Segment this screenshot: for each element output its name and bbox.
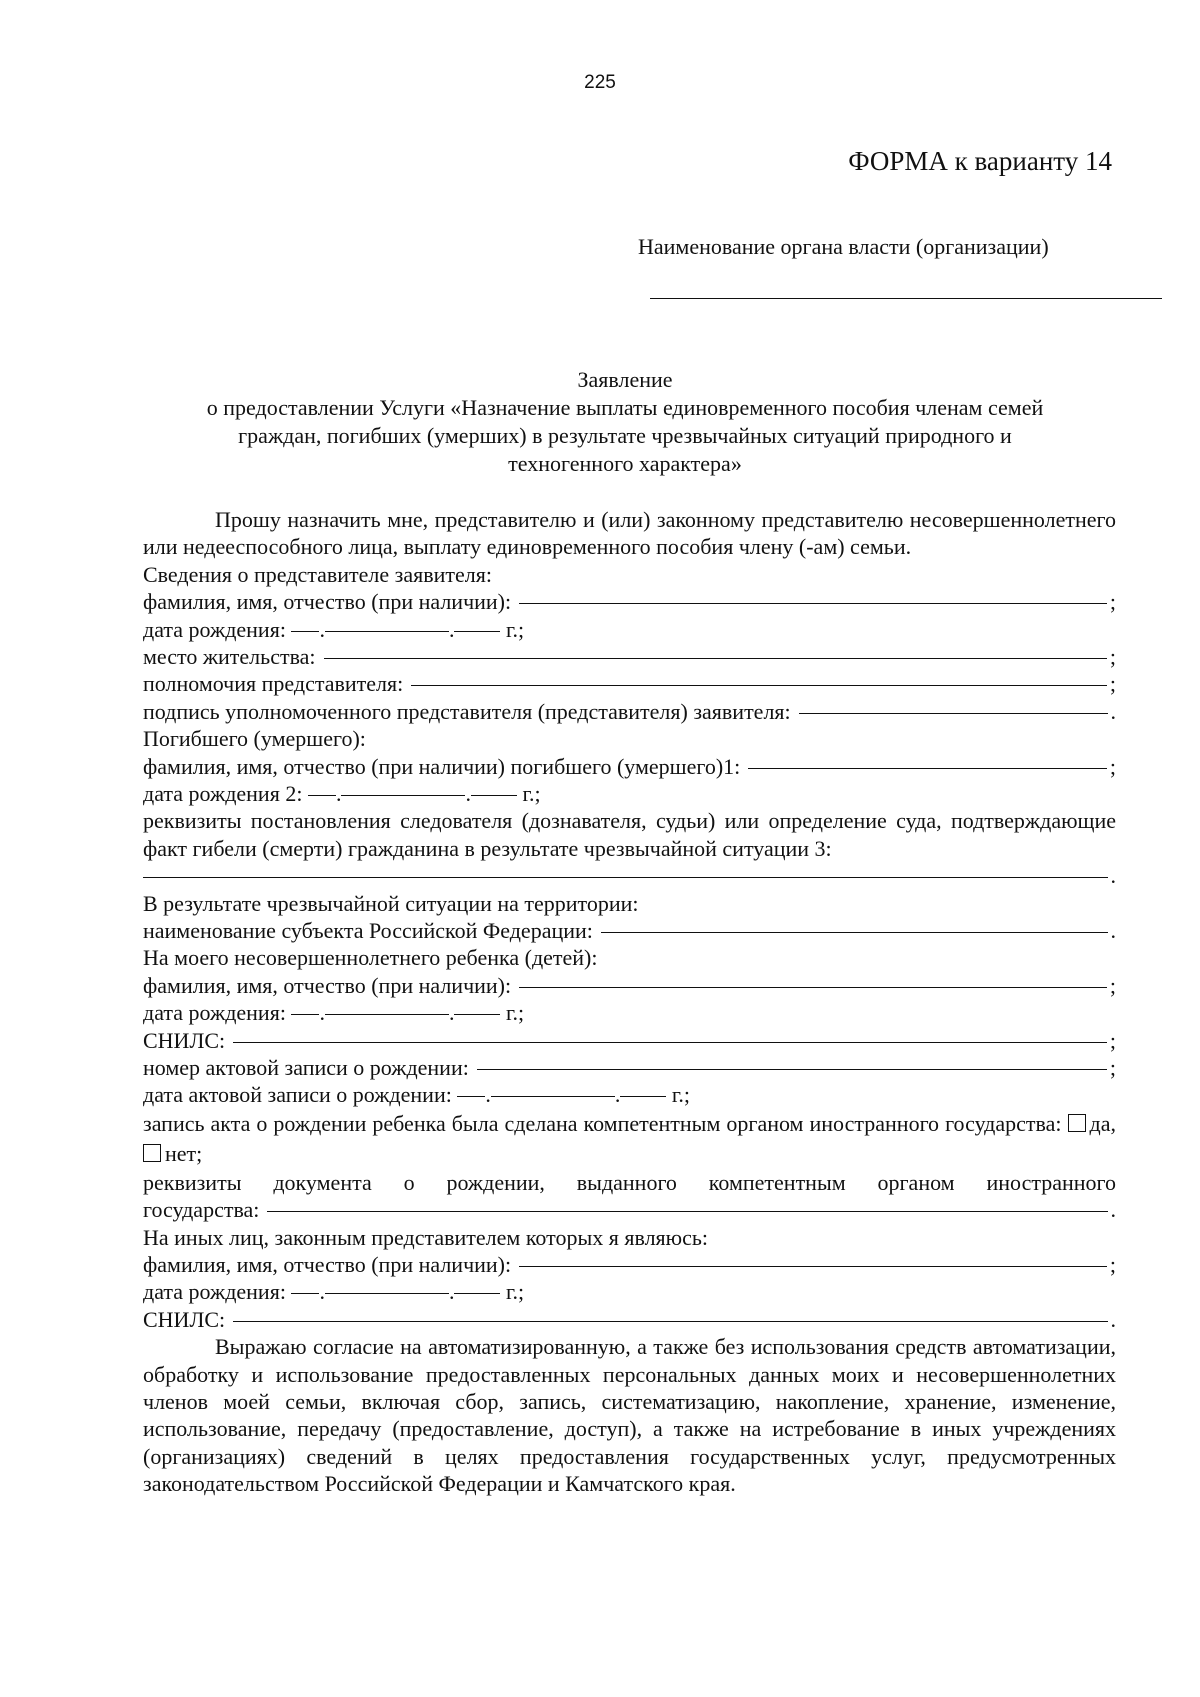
birth-day-field[interactable] xyxy=(291,1293,319,1294)
child-act-date-label: дата актовой записи о рождении: xyxy=(143,1082,452,1108)
representative-signature-field[interactable] xyxy=(799,713,1108,714)
child-fio-row xyxy=(143,972,1116,999)
deceased-fio-field[interactable] xyxy=(748,768,1107,769)
birth-month-field[interactable] xyxy=(325,1293,449,1294)
page-number: 225 xyxy=(584,72,616,93)
document-title xyxy=(150,366,1100,478)
year-suffix: г.; xyxy=(522,780,541,806)
act-month-field[interactable] xyxy=(491,1096,615,1097)
territory-heading: В результате чрезвычайной ситуации на территории: xyxy=(143,890,639,916)
child-act-number-field[interactable] xyxy=(477,1069,1107,1070)
representative-powers-field[interactable] xyxy=(411,685,1107,686)
others-fio-row xyxy=(143,1251,1116,1278)
child-act-number-row xyxy=(143,1054,1116,1081)
consent-paragraph: Выражаю согласие на автоматизированную, а также без использования средств автоматизации, обработку и использование предоставленных персональных данных моих и несовершеннолетних членов моей семьи, включая сбор, запись, систематизацию, накопление, хранение, изменение, использование, передачу (предоставление, доступ), а также на истребование в иных учреждениях (организациях) сведений в целях предоставления государственных услуг, предусмотренных законодательством Российской Федерации и Камчатского края. xyxy=(143,1334,1116,1497)
representative-powers-label: полномочия представителя: xyxy=(143,671,404,697)
punct-period: . xyxy=(1110,1197,1116,1223)
representative-signature-row xyxy=(143,698,1116,725)
deceased-birth-label: дата рождения 2: xyxy=(143,780,303,806)
others-snils-field[interactable] xyxy=(233,1321,1107,1322)
deceased-fio-label: фамилия, имя, отчество (при наличии) погибшего (умершего)1: xyxy=(143,753,741,779)
representative-powers-row xyxy=(143,670,1116,697)
year-suffix: г.; xyxy=(505,616,525,642)
year-suffix: г.; xyxy=(505,1000,525,1026)
punct-dot: . xyxy=(319,616,325,642)
others-heading: На иных лиц, законным представителем которых я являюсь: xyxy=(143,1224,709,1250)
intro-paragraph: Прошу назначить мне, представителю и (или) законному представителю несовершеннолетнего или недееспособного лица, выплату единовременного пособия члену (-ам) семьи. xyxy=(143,507,1116,560)
deceased-requisites-label: реквизиты постановления следователя (дознавателя, судьи) или определение суда, подтверждающие факт гибели (смерти) гражданина в результате чрезвычайной ситуации 3: xyxy=(143,808,1116,861)
territory-subject-row xyxy=(143,917,1116,944)
birth-year-field[interactable] xyxy=(454,631,500,632)
birth-year-field[interactable] xyxy=(454,1014,500,1015)
punct-semicolon: ; xyxy=(1109,644,1116,669)
punct-semicolon: ; xyxy=(1109,671,1116,697)
birth-day-field[interactable] xyxy=(291,631,319,632)
representative-fio-row xyxy=(143,588,1116,615)
organ-name-field[interactable] xyxy=(650,298,1162,299)
punct-dot: . xyxy=(335,780,342,806)
punct-dot: . xyxy=(319,1279,325,1305)
yes-checkbox[interactable] xyxy=(1068,1114,1086,1132)
deceased-heading: Погибшего (умершего): xyxy=(143,726,366,752)
punct-dot: . xyxy=(448,1000,455,1026)
representative-heading: Сведения о представителе заявителя: xyxy=(143,561,492,587)
punct-dot: . xyxy=(485,1082,491,1108)
form-label: ФОРМА к варианту 14 xyxy=(848,146,1112,176)
deceased-birth-row xyxy=(143,780,1116,807)
deceased-requisites-row xyxy=(143,862,1116,889)
representative-residence-field[interactable] xyxy=(324,658,1107,659)
deceased-fio-row xyxy=(143,753,1116,780)
punct-semicolon: ; xyxy=(1109,1027,1116,1053)
child-snils-row xyxy=(143,1027,1116,1054)
child-fio-label: фамилия, имя, отчество (при наличии): xyxy=(143,972,512,998)
punct-dot: . xyxy=(319,1000,325,1026)
birth-year-field[interactable] xyxy=(454,1293,500,1294)
representative-residence-row xyxy=(143,643,1116,670)
punct-semicolon: ; xyxy=(1109,1054,1116,1080)
punct-dot: . xyxy=(448,1279,455,1305)
punct-dot: . xyxy=(448,616,455,642)
child-foreign-doc-field[interactable] xyxy=(267,1211,1107,1212)
punct-semicolon: ; xyxy=(1109,753,1116,779)
representative-birth-label: дата рождения: xyxy=(143,616,286,642)
representative-fio-field[interactable] xyxy=(519,603,1107,604)
others-birth-row xyxy=(143,1278,1116,1305)
territory-subject-label: наименование субъекта Российской Федерации: xyxy=(143,917,593,943)
no-checkbox[interactable] xyxy=(143,1144,161,1162)
birth-year-field[interactable] xyxy=(471,795,517,796)
representative-residence-label: место жительства: xyxy=(143,644,316,669)
birth-day-field[interactable] xyxy=(291,1014,319,1015)
child-fio-field[interactable] xyxy=(519,987,1107,988)
punct-dot: . xyxy=(614,1082,621,1108)
no-label: нет; xyxy=(165,1140,203,1166)
representative-birth-row xyxy=(143,616,1116,643)
title-line-2: о предоставлении Услуги «Назначение выплаты единовременного пособия членам семей xyxy=(206,395,1044,420)
year-suffix: г.; xyxy=(671,1082,690,1108)
child-foreign-doc-label-2: государства: xyxy=(143,1197,260,1223)
child-foreign-record-label: запись акта о рождении ребенка была сделана компетентным органом иностранного государства: xyxy=(143,1110,1062,1136)
child-foreign-doc-label: реквизиты документа о рождении, выданного компетентным органом иностранного xyxy=(143,1169,1116,1195)
others-snils-label: СНИЛС: xyxy=(143,1306,226,1332)
birth-month-field[interactable] xyxy=(325,631,449,632)
child-heading: На моего несовершеннолетнего ребенка (детей): xyxy=(143,945,598,971)
others-birth-label: дата рождения: xyxy=(143,1279,286,1305)
others-snils-row xyxy=(143,1306,1116,1333)
child-snils-label: СНИЛС: xyxy=(143,1027,226,1053)
child-foreign-doc-row xyxy=(143,1196,1116,1223)
punct-semicolon: ; xyxy=(1109,589,1116,615)
title-line-4: техногенного характера» xyxy=(508,451,742,476)
birth-month-field[interactable] xyxy=(325,1014,449,1015)
act-year-field[interactable] xyxy=(620,1096,666,1097)
yes-label: да, xyxy=(1089,1110,1117,1136)
child-act-date-row xyxy=(143,1081,1116,1108)
punct-period: . xyxy=(1110,917,1116,943)
act-day-field[interactable] xyxy=(457,1096,485,1097)
title-line-1: Заявление xyxy=(577,367,673,392)
representative-signature-label: подпись уполномоченного представителя (представителя) заявителя: xyxy=(143,698,791,724)
form-body xyxy=(143,506,1116,1498)
organ-label: Наименование органа власти (организации) xyxy=(638,234,1049,259)
territory-subject-field[interactable] xyxy=(601,932,1108,933)
punct-period: . xyxy=(1110,698,1116,724)
punct-period: . xyxy=(1110,863,1116,889)
punct-semicolon: ; xyxy=(1109,972,1116,998)
child-birth-row xyxy=(143,999,1116,1026)
child-snils-field[interactable] xyxy=(233,1042,1107,1043)
others-fio-field[interactable] xyxy=(519,1266,1107,1267)
child-birth-label: дата рождения: xyxy=(143,1000,286,1026)
representative-fio-label: фамилия, имя, отчество (при наличии): xyxy=(143,589,512,615)
punct-semicolon: ; xyxy=(1109,1251,1116,1277)
year-suffix: г.; xyxy=(505,1279,525,1305)
birth-day-field[interactable] xyxy=(308,795,336,796)
deceased-requisites-field[interactable] xyxy=(143,877,1108,878)
others-fio-label: фамилия, имя, отчество (при наличии): xyxy=(143,1251,512,1277)
title-line-3: граждан, погибших (умерших) в результате чрезвычайных ситуаций природного и xyxy=(238,423,1012,448)
birth-month-field[interactable] xyxy=(341,795,465,796)
punct-period: . xyxy=(1110,1306,1116,1332)
punct-dot: . xyxy=(465,780,471,806)
child-foreign-record xyxy=(143,1109,1116,1169)
child-act-number-label: номер актовой записи о рождении: xyxy=(143,1054,469,1080)
